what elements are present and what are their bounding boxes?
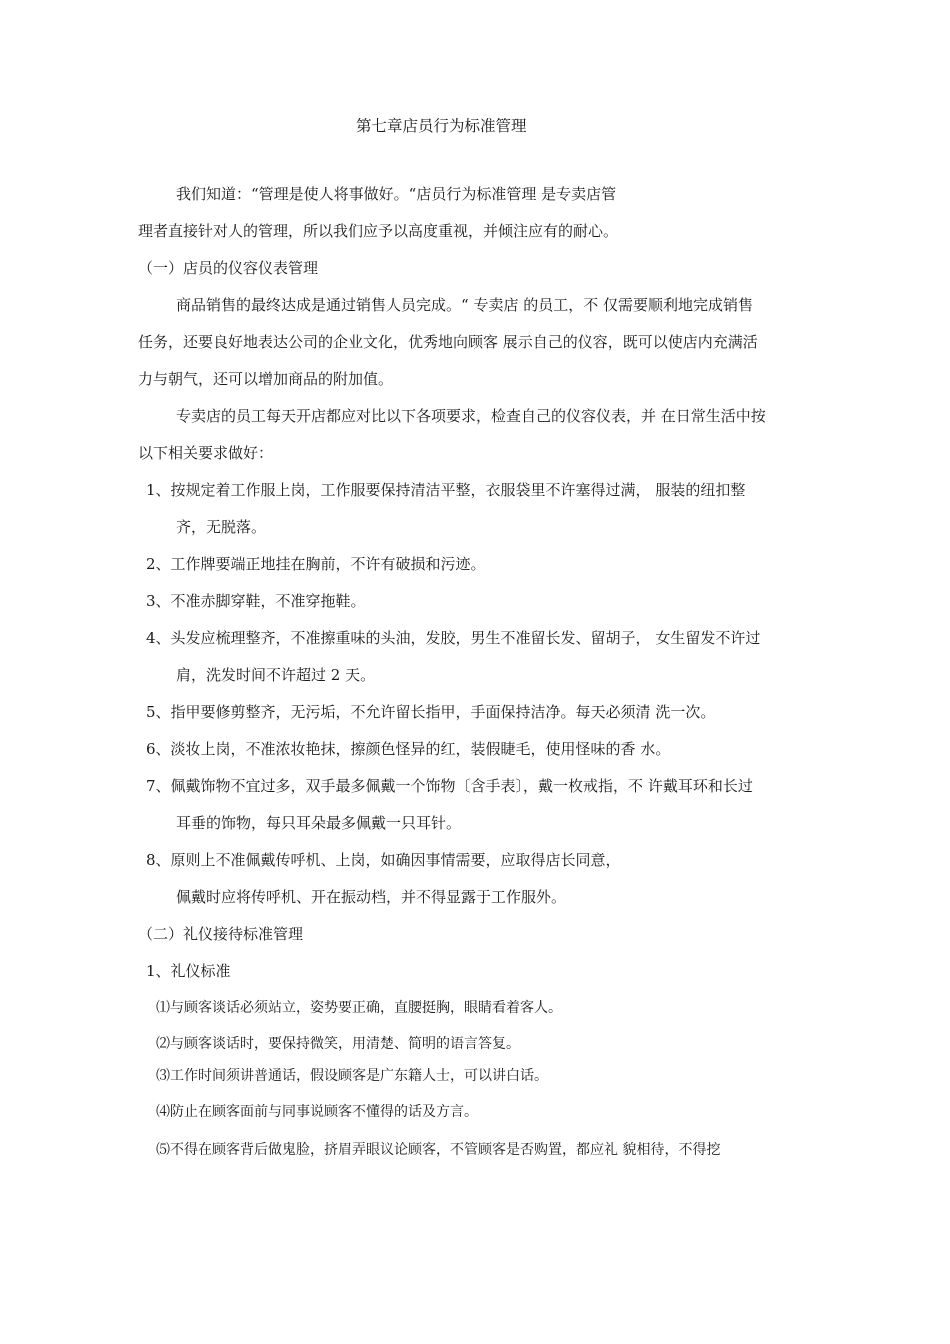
list-item: 7、佩戴饰物不宜过多，双手最多佩戴一个饰物〔含手表〕，戴一枚戒指，不 许戴耳环和长过: [146, 777, 753, 795]
list-item: ⑴与顾客谈话必须站立，姿势要正确，直腰挺胸，眼睛看着客人。: [156, 1000, 562, 1016]
section-1-para-2-line-2: 以下相关要求做好：: [138, 444, 274, 462]
list-item: ⑸不得在顾客背后做鬼脸，挤眉弄眼议论顾客，不管顾客是否购置，都应礼 貌相待，不得挖: [156, 1142, 721, 1158]
list-item: 2、工作牌要端正地挂在胸前，不许有破损和污迹。: [146, 555, 486, 573]
list-item: 8、原则上不准佩戴传呼机、上岗，如确因事情需要，应取得店长同意，: [146, 851, 621, 869]
section-2-heading: （二）礼仪接待标准管理: [138, 925, 304, 943]
section-1-para-1-line-2: 任务，还要良好地表达公司的企业文化，优秀地向顾客 展示自己的仪容，既可以使店内充满活: [138, 333, 758, 351]
list-item: ⑵与顾客谈话时，要保持微笑，用清楚、简明的语言答复。: [156, 1036, 520, 1052]
intro-line-2: 理者直接针对人的管理，所以我们应予以高度重视，并倾注应有的耐心。: [138, 222, 619, 240]
list-item: 4、头发应梳理整齐，不准擦重味的头油，发胶，男生不准留长发、留胡子， 女生留发不许过: [146, 629, 761, 647]
list-item: ⑶工作时间须讲普通话，假设顾客是广东籍人士，可以讲白话。: [156, 1068, 548, 1084]
intro-line-1: 我们知道：“管理是使人将事做好。“店员行为标准管理 是专卖店管: [176, 185, 617, 203]
list-item-continuation: 肩，洗发时间不许超过 2 天。: [176, 666, 376, 684]
list-item: 1、按规定着工作服上岗，工作服要保持清洁平整，衣服袋里不许塞得过满， 服装的纽扣整: [146, 481, 746, 499]
list-item: 5、指甲要修剪整齐，无污垢，不允许留长指甲，手面保持洁净。每天必须清 洗一次。: [146, 703, 716, 721]
list-item: 3、不准赤脚穿鞋，不准穿拖鞋。: [146, 592, 366, 610]
list-item-continuation: 佩戴时应将传呼机、开在振动档，并不得显露于工作服外。: [176, 888, 567, 906]
section-1-heading: （一）店员的仪容仪表管理: [138, 259, 319, 277]
page-title: 第七章店员行为标准管理: [356, 117, 527, 135]
list-item: 6、淡妆上岗，不准浓妆艳抹，擦颜色怪异的红，装假睫毛，使用怪味的香 水。: [146, 740, 671, 758]
section-2-subheading: 1、礼仪标准: [146, 962, 231, 980]
list-item-continuation: 齐，无脱落。: [176, 518, 267, 536]
section-1-para-1-line-3: 力与朝气，还可以增加商品的附加值。: [138, 370, 394, 388]
list-item: ⑷防止在顾客面前与同事说顾客不懂得的话及方言。: [156, 1104, 478, 1120]
list-item-continuation: 耳垂的饰物，每只耳朵最多佩戴一只耳针。: [176, 814, 462, 832]
section-1-para-2-line-1: 专卖店的员工每天开店都应对比以下各项要求，检查自己的仪容仪表，并 在日常生活中按: [176, 407, 766, 425]
section-1-para-1-line-1: 商品销售的最终达成是通过销售人员完成。“ 专卖店 的员工，不 仅需要顺利地完成销售: [176, 296, 753, 314]
